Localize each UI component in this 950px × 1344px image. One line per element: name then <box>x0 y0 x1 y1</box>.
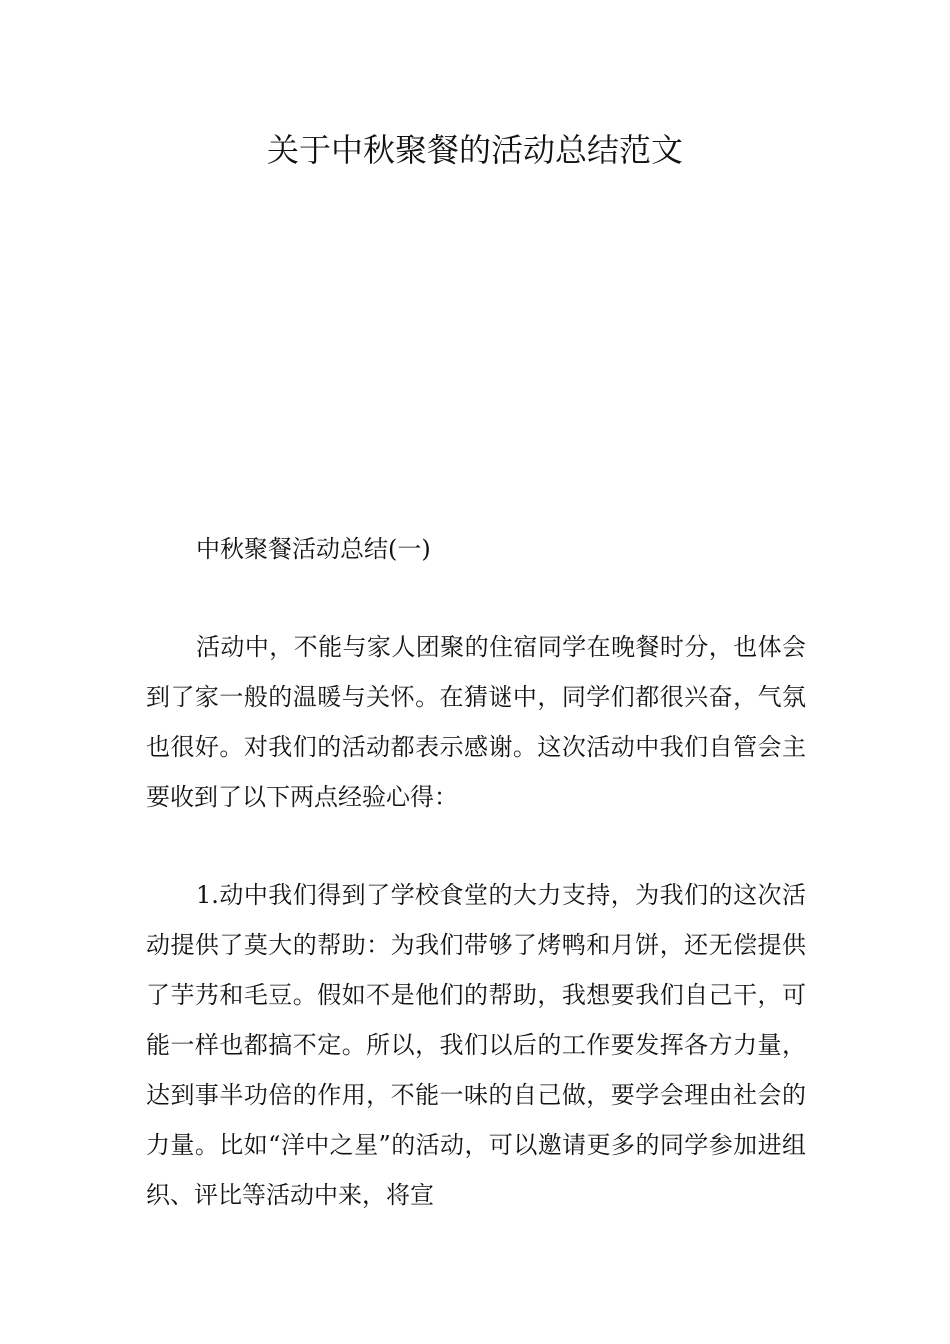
section-heading: 中秋聚餐活动总结(一) <box>196 535 431 563</box>
paragraph: 活动中，不能与家人团聚的住宿同学在晚餐时分，也体会到了家一般的温暖与关怀。在猜谜中，同学们都很兴奋，气氛也很好。对我们的活动都表示感谢。这次活动中我们自管会主要收到了以下两点经验心得： <box>146 633 806 811</box>
paragraph: 1.动中我们得到了学校食堂的大力支持，为我们的这次活动提供了莫大的帮助：为我们带够了烤鸭和月饼，还无偿提供了芋艿和毛豆。假如不是他们的帮助，我想要我们自己干，可能一样也都搞不定。所以，我们以后的工作要发挥各方力量，达到事半功倍的作用，不能一味的自己做，要学会理由社会的力量。比如“洋中之星”的活动，可以邀请更多的同学参加进组织、评比等活动中来，将宣 <box>146 881 806 1209</box>
document-title: 关于中秋聚餐的活动总结范文 <box>266 131 683 169</box>
